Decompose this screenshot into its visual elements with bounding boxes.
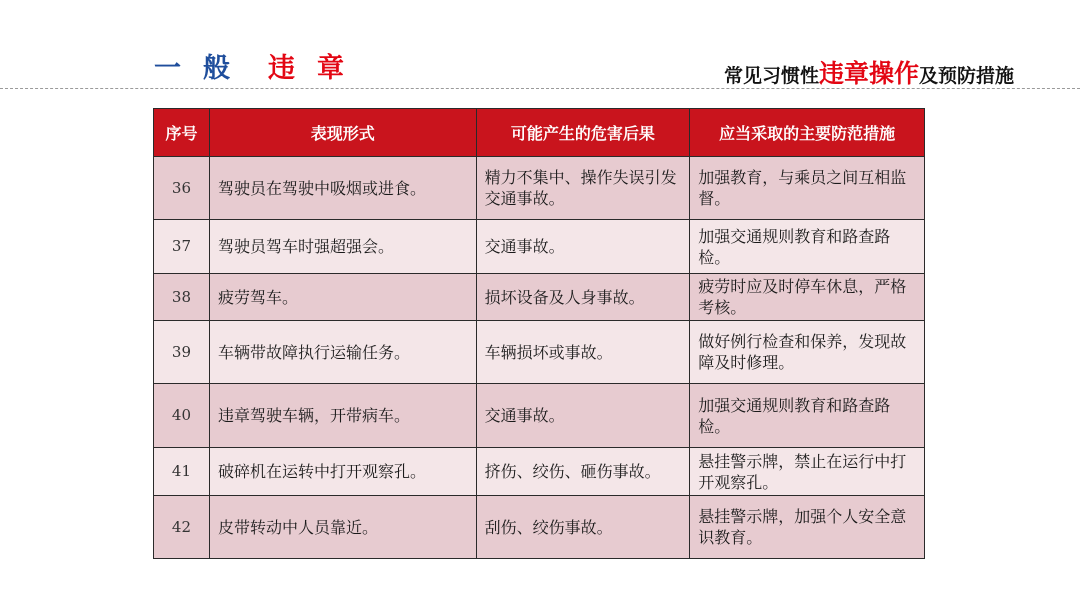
row-number: 41	[154, 448, 210, 496]
row-measure: 加强教育，与乘员之间互相监督。	[690, 157, 925, 220]
row-measure: 悬挂警示牌，禁止在运行中打开观察孔。	[690, 448, 925, 496]
row-form: 驾驶员在驾驶中吸烟或进食。	[209, 157, 476, 220]
row-harm: 交通事故。	[476, 384, 690, 448]
table-row	[154, 220, 925, 274]
header-measure: 应当采取的主要防范措施	[690, 109, 925, 157]
row-measure: 做好例行检查和保养，发现故障及时修理。	[690, 321, 925, 384]
header-harm: 可能产生的危害后果	[476, 109, 690, 157]
section-title-char-2: 般	[203, 53, 230, 84]
table-row	[154, 448, 925, 496]
section-title-char-3: 违	[268, 53, 295, 84]
row-form: 车辆带故障执行运输任务。	[209, 321, 476, 384]
row-number: 37	[154, 220, 210, 274]
row-number: 42	[154, 496, 210, 559]
table-row	[154, 496, 925, 559]
row-harm: 交通事故。	[476, 220, 690, 274]
row-harm: 刮伤、绞伤事故。	[476, 496, 690, 559]
header-number: 序号	[154, 109, 210, 157]
violation-table	[153, 108, 925, 559]
section-title-char-4: 章	[317, 53, 344, 84]
row-number: 40	[154, 384, 210, 448]
slide-topic-prefix: 常见习惯性	[723, 65, 819, 87]
row-measure: 悬挂警示牌，加强个人安全意识教育。	[690, 496, 925, 559]
row-form: 破碎机在运转中打开观察孔。	[209, 448, 476, 496]
table-row	[154, 157, 925, 220]
table-row	[154, 384, 925, 448]
section-title	[154, 46, 344, 85]
header-form: 表现形式	[209, 109, 476, 157]
table-row	[154, 321, 925, 384]
slide-topic-suffix: 及预防措施	[918, 65, 1014, 87]
slide-topic	[724, 54, 1014, 90]
table-row	[154, 274, 925, 321]
section-title-char-1: 一	[154, 53, 181, 84]
row-harm: 损坏设备及人身事故。	[476, 274, 690, 321]
row-form: 违章驾驶车辆，开带病车。	[209, 384, 476, 448]
table-header-row	[154, 109, 925, 157]
slide-topic-highlight: 违章操作	[818, 59, 919, 88]
row-harm: 车辆损坏或事故。	[476, 321, 690, 384]
row-harm: 精力不集中、操作失误引发交通事故。	[476, 157, 690, 220]
row-form: 疲劳驾车。	[209, 274, 476, 321]
row-harm: 挤伤、绞伤、砸伤事故。	[476, 448, 690, 496]
row-number: 38	[154, 274, 210, 321]
row-form: 皮带转动中人员靠近。	[209, 496, 476, 559]
row-measure: 疲劳时应及时停车休息，严格考核。	[690, 274, 925, 321]
row-measure: 加强交通规则教育和路查路检。	[690, 220, 925, 274]
row-number: 39	[154, 321, 210, 384]
header-divider	[0, 88, 1080, 89]
row-number: 36	[154, 157, 210, 220]
row-measure: 加强交通规则教育和路查路检。	[690, 384, 925, 448]
row-form: 驾驶员驾车时强超强会。	[209, 220, 476, 274]
